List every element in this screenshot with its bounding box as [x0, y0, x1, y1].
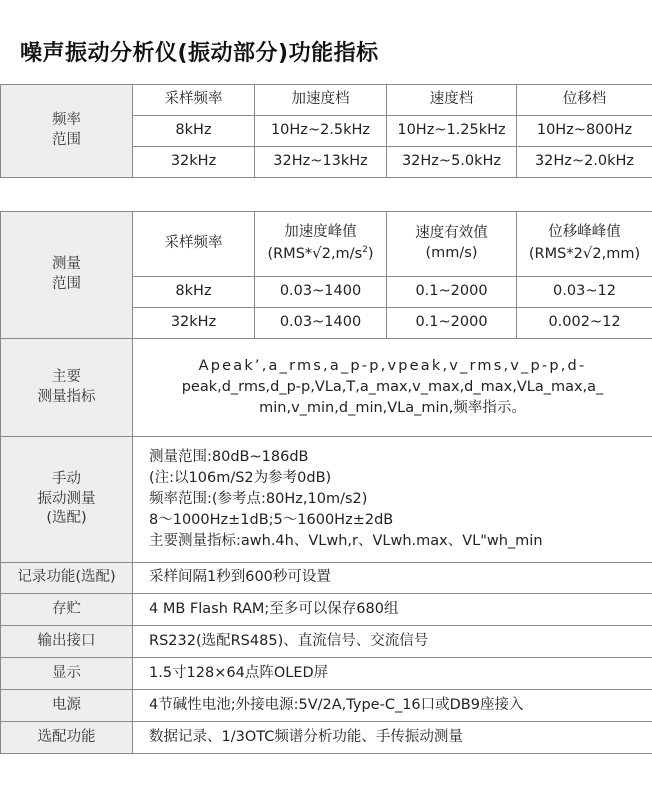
output-label: 输出接口	[1, 626, 133, 658]
output-value: RS232(选配RS485)、直流信号、交流信号	[133, 626, 652, 658]
cell: 0.03~12	[517, 277, 652, 308]
storage-value: 4 MB Flash RAM;至多可以保存680组	[133, 594, 652, 626]
cell: 10Hz~800Hz	[517, 116, 652, 147]
header-velocity: 速度档	[387, 85, 517, 116]
cell: 32Hz~2.0kHz	[517, 147, 652, 178]
main-indicators-label: 主要 测量指标	[1, 339, 133, 437]
cell: 10Hz~2.5kHz	[255, 116, 387, 147]
sqrt-icon: √	[582, 244, 593, 262]
superscript: 2	[362, 245, 368, 256]
cell: 32Hz~5.0kHz	[387, 147, 517, 178]
header-acceleration: 加速度档	[255, 85, 387, 116]
cell: 32Hz~13kHz	[255, 147, 387, 178]
cell: 0.1~2000	[387, 308, 517, 339]
sqrt-icon: √	[312, 244, 322, 262]
power-value: 4节碱性电池;外接电源:5V/2A,Type-C_16口或DB9座接入	[133, 690, 652, 722]
header-acc-peak	[255, 212, 387, 277]
frequency-range-table	[0, 84, 652, 178]
table-row	[1, 563, 652, 594]
display-label: 显示	[1, 658, 133, 690]
header-line: 位移峰峰值	[548, 224, 621, 241]
header-disp-pp	[517, 212, 652, 277]
measure-range-label: 测量 范围	[1, 212, 133, 339]
header-sample-rate: 采样频率	[133, 212, 255, 277]
table-row	[1, 722, 652, 754]
header-line: 2,mm)	[592, 246, 641, 262]
header-line: (mm/s)	[425, 245, 478, 261]
record-value: 采样间隔1秒到600秒可设置	[133, 563, 652, 594]
indicator-line: Apeak’,a_rms,a_p-p,vpeak,v_rms,v_p-p,d-	[198, 357, 587, 374]
main-indicators-value	[133, 339, 652, 437]
cell: 32kHz	[133, 308, 255, 339]
manual-vibration-label: 手动 振动测量 (选配)	[1, 437, 133, 563]
page-title: 噪声振动分析仪(振动部分)功能指标	[20, 41, 379, 66]
power-label: 电源	[1, 690, 133, 722]
header-line: (RMS*2	[528, 246, 583, 262]
cell: 8kHz	[133, 277, 255, 308]
freq-range-label: 频率 范围	[1, 85, 133, 178]
header-line: 速度有效值	[415, 225, 488, 242]
header-line: )	[367, 246, 374, 262]
spec-table	[0, 211, 652, 754]
header-line: (RMS*	[267, 246, 313, 262]
table-row	[1, 690, 652, 722]
header-sample-rate: 采样频率	[133, 85, 255, 116]
cell: 10Hz~1.25kHz	[387, 116, 517, 147]
table-row	[1, 339, 652, 437]
record-label: 记录功能(选配)	[1, 563, 133, 594]
header-vel-rms	[387, 212, 517, 277]
table-row	[1, 658, 652, 690]
display-value: 1.5寸128×64点阵OLED屏	[133, 658, 652, 690]
manual-line: 频率范围:(参考点:80Hz,10m/s2)	[149, 490, 368, 507]
manual-line: 8～1000Hz±1dB;5～1600Hz±2dB	[149, 512, 394, 528]
cell: 0.03~1400	[255, 308, 387, 339]
cell: 8kHz	[133, 116, 255, 147]
cell: 0.03~1400	[255, 277, 387, 308]
header-line: 2,m/s	[321, 246, 363, 262]
storage-label: 存贮	[1, 594, 133, 626]
header-line: 加速度峰值	[284, 224, 357, 241]
table-row	[1, 594, 652, 626]
manual-line: 测量范围:80dB~186dB	[149, 448, 309, 465]
header-displacement: 位移档	[517, 85, 652, 116]
manual-line: 主要测量指标:awh.4h、VLwh,r、VLwh.max、VL"wh_min	[149, 533, 543, 550]
optional-label: 选配功能	[1, 722, 133, 754]
manual-vibration-value	[133, 437, 652, 563]
table-row	[1, 437, 652, 563]
indicator-line: peak,d_rms,d_p-p,VLa,T,a_max,v_max,d_max,VLa_max,a_	[181, 378, 604, 395]
cell: 0.1~2000	[387, 277, 517, 308]
table-row	[1, 626, 652, 658]
indicator-line: min,v_min,d_min,VLa_min,频率指示。	[259, 400, 526, 416]
optional-value: 数据记录、1/3OTC频谱分析功能、手传振动测量	[133, 722, 652, 754]
manual-line: (注:以106m/S2为参考0dB)	[149, 469, 332, 486]
cell: 32kHz	[133, 147, 255, 178]
cell: 0.002~12	[517, 308, 652, 339]
